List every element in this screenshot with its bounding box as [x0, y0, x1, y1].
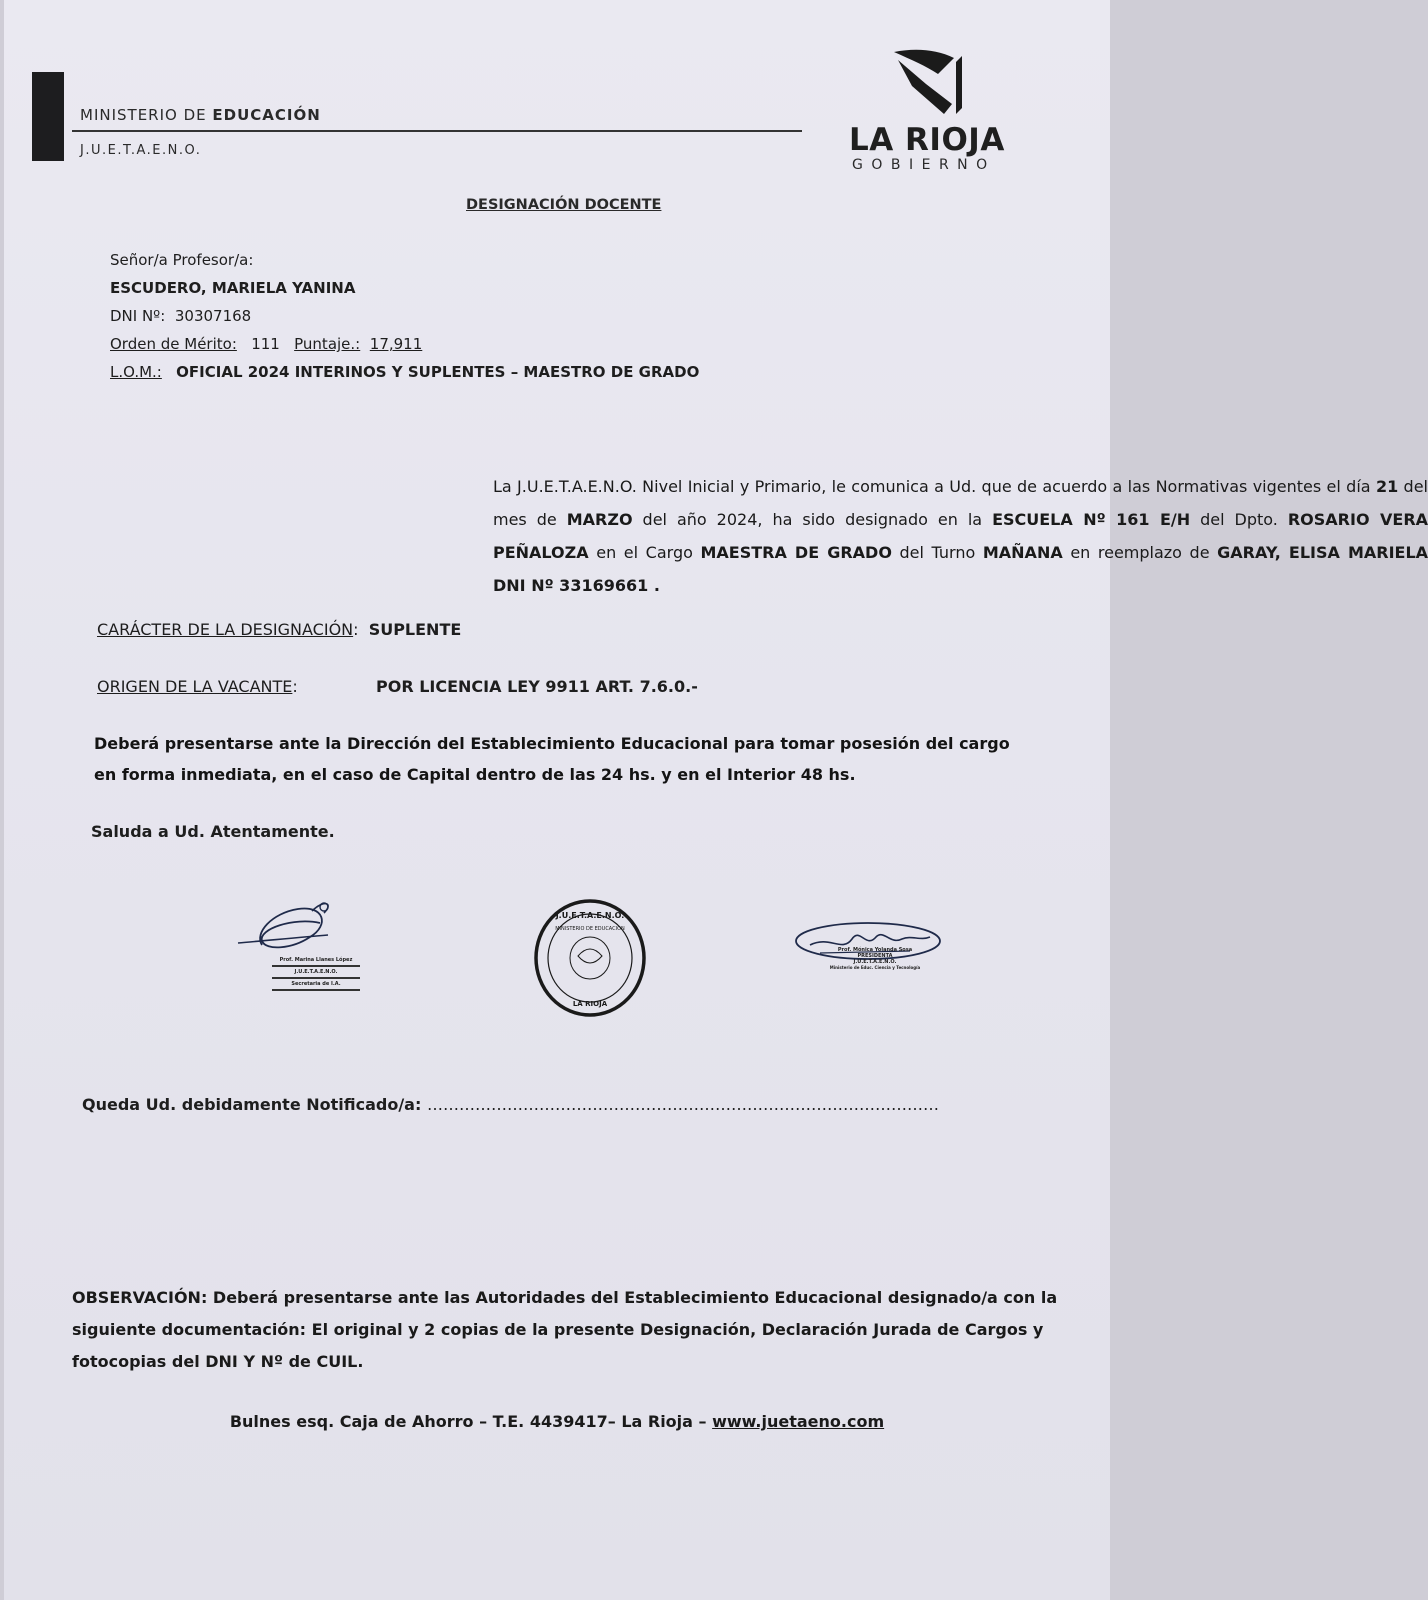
seal-text-ring: MINISTERIO DE EDUCACION	[555, 926, 625, 932]
document-page	[4, 0, 1428, 1600]
score-value: 17,911	[369, 335, 423, 353]
seal-text-bottom: LA RIOJA	[572, 1000, 608, 1008]
footer-website-link[interactable]: www.juetaeno.com	[712, 1412, 885, 1431]
left-stamp	[266, 957, 366, 993]
body-text-7: en reemplazo de	[1070, 543, 1210, 562]
score-label: Puntaje.:	[294, 335, 361, 353]
logo-sub: GOBIERNO	[852, 157, 996, 173]
dni-value: 30307168	[174, 307, 252, 325]
body-text-2: del mes de	[493, 477, 1428, 529]
body-shift: MAÑANA	[982, 543, 1063, 562]
body-school: ESCUELA Nº 161 E/H	[992, 510, 1191, 529]
salutation: Señor/a Profesor/a:	[110, 251, 254, 269]
left-signature-scribble	[232, 895, 372, 955]
lom-line	[110, 363, 699, 381]
la-rioja-emblem-icon	[892, 46, 966, 118]
body-month: MARZO	[566, 510, 633, 529]
notice-label: Queda Ud. debidamente Notificado/a:	[82, 1095, 422, 1114]
observation-label: OBSERVACIÓN:	[72, 1288, 208, 1307]
left-signer-name: Prof. Marina Llanes López	[279, 957, 353, 963]
merit-line	[110, 335, 422, 353]
character-value: SUPLENTE	[368, 620, 462, 639]
header-bar	[32, 72, 64, 161]
right-stamp	[820, 947, 930, 970]
header-rule	[72, 130, 802, 132]
closing: Saluda a Ud. Atentamente.	[91, 822, 335, 841]
left-signature	[232, 895, 372, 1005]
body-dept: ROSARIO VERA PEÑALOZA	[493, 510, 1428, 562]
origin-label-line: ORIGEN DE LA VACANTE:	[97, 677, 298, 696]
instruction: Deberá presentarse ante la Dirección del Establecimiento Educacional para tomar posesión del cargo en forma inmediata, en el caso de Capital dentro de las 24 hs. y en el Interior 48 hs.	[94, 734, 1010, 784]
body-post: MAESTRA DE GRADO	[700, 543, 892, 562]
lom-label: L.O.M.:	[110, 363, 162, 381]
left-signer-role: Secretaria de I.A.	[291, 981, 341, 987]
observation	[72, 1282, 1062, 1378]
merit-value: 111	[251, 335, 280, 353]
character-line: CARÁCTER DE LA DESIGNACIÓN: SUPLENTE	[97, 620, 462, 639]
dni-line	[110, 307, 251, 325]
origin-value: POR LICENCIA LEY 9911 ART. 7.6.0.-	[376, 677, 698, 696]
logo-main: LA RIOJA	[849, 122, 1005, 158]
right-signer-role: PRESIDENTA	[857, 953, 893, 959]
body-text-6: del Turno	[899, 543, 976, 562]
observation-text: Deberá presentarse ante las Autoridades del Establecimiento Educacional designado/a con la siguiente documentación: El original y 2 copias de la presente Designación, Declaración Jurada de Cargos y fotocopias del DNI Y Nº de CUIL.	[72, 1288, 1058, 1371]
body-text-5: en el Cargo	[596, 543, 693, 562]
body-text-3: del año 2024, ha sido designado en la	[642, 510, 983, 529]
ministry-name	[80, 106, 321, 124]
right-signer-name: Prof. Mónica Yolanda Sosa	[837, 947, 913, 953]
left-signer-org: J.U.E.T.A.E.N.O.	[294, 969, 338, 975]
footer	[4, 1412, 1110, 1431]
document-title: DESIGNACIÓN DOCENTE	[466, 197, 662, 213]
ministry-bold: EDUCACIÓN	[212, 106, 321, 124]
notice-line	[82, 1095, 939, 1114]
right-signer-org: J.U.E.T.A.E.N.O.	[853, 959, 897, 965]
notice-dots: ……………………………………………………………………………………	[426, 1095, 939, 1114]
merit-label: Orden de Mérito:	[110, 335, 237, 353]
dni-label: DNI Nº:	[110, 307, 166, 325]
right-signer-note: Ministerio de Educ. Ciencia y Tecnología	[829, 965, 921, 970]
ministry-prefix: MINISTERIO DE	[80, 106, 207, 124]
designation-paragraph	[101, 470, 1428, 602]
body-text-4: del Dpto.	[1200, 510, 1278, 529]
official-seal	[532, 898, 648, 1018]
recipient-name: ESCUDERO, MARIELA YANINA	[110, 279, 356, 297]
org-name: J.U.E.T.A.E.N.O.	[80, 143, 202, 158]
character-label: CARÁCTER DE LA DESIGNACIÓN	[97, 620, 354, 639]
body-day: 21	[1375, 477, 1399, 496]
seal-text-top: J.U.E.T.A.E.N.O.	[555, 911, 625, 920]
right-signature	[790, 915, 942, 1005]
footer-address: Bulnes esq. Caja de Ahorro – T.E. 4439417– La Rioja –	[229, 1412, 707, 1431]
body-replaced: GARAY, ELISA MARIELA DNI Nº 33169661 .	[493, 543, 1428, 595]
body-text-1: La J.U.E.T.A.E.N.O. Nivel Inicial y Primario, le comunica a Ud. que de acuerdo a las Normativas vigentes el día	[493, 477, 1371, 496]
lom-value: OFICIAL 2024 INTERINOS Y SUPLENTES – MAESTRO DE GRADO	[176, 363, 700, 381]
origin-label: ORIGEN DE LA VACANTE	[97, 677, 293, 696]
